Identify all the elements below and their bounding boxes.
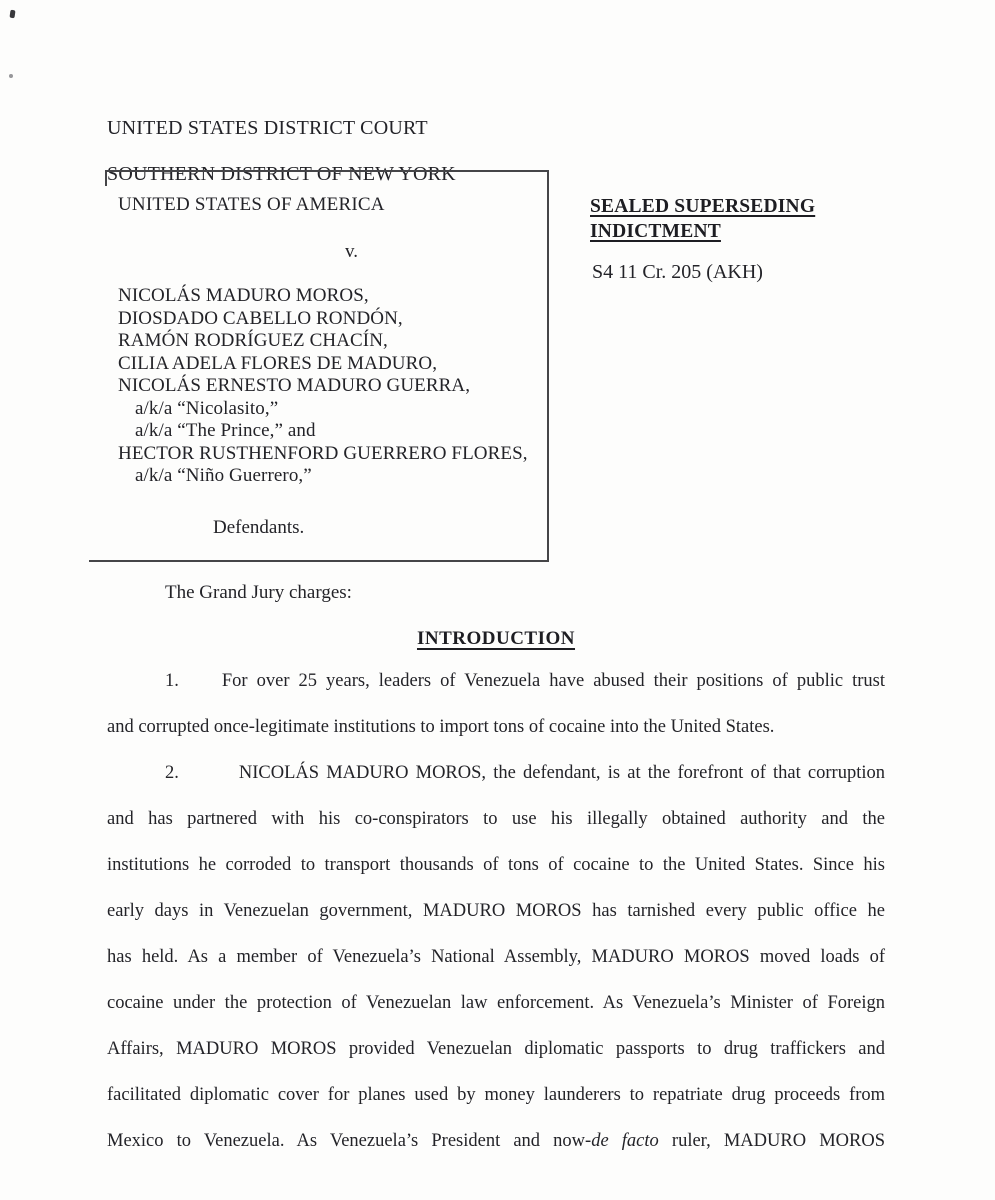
paragraph-number: 2. xyxy=(165,763,179,783)
scan-artifact-dot xyxy=(9,74,13,78)
court-name: UNITED STATES DISTRICT COURT xyxy=(107,117,428,139)
indictment-title-line: INDICTMENT xyxy=(590,221,721,242)
defendant-name: DIOSDADO CABELLO RONDÓN, xyxy=(118,307,403,329)
section-heading-introduction: INTRODUCTION xyxy=(416,628,576,649)
versus-abbreviation: v. xyxy=(345,241,359,262)
defendant-alias: a/k/a “Niño Guerrero,” xyxy=(135,465,312,486)
paragraph-line: and has partnered with his co-conspirators to use his illegally obtained authority and the xyxy=(107,809,885,829)
case-number: S4 11 Cr. 205 (AKH) xyxy=(592,261,763,283)
paragraph-text: ruler, MADURO MOROS xyxy=(658,1131,885,1151)
paragraph-line: and corrupted once-legitimate institutions to import tons of cocaine into the United States. xyxy=(107,717,775,737)
paragraph-line: cocaine under the protection of Venezuelan law enforcement. As Venezuela’s Minister of Foreign xyxy=(107,993,885,1013)
paragraph-text: NICOLÁS MADURO MOROS, the defendant, is at the forefront of that corruption xyxy=(238,763,885,783)
paragraph-1 xyxy=(107,658,885,750)
paragraph-line xyxy=(107,750,885,796)
caption-box-bottom-border-extension xyxy=(89,560,105,562)
defendant-name: RAMÓN RODRÍGUEZ CHACÍN, xyxy=(118,330,388,351)
paragraph-line: facilitated diplomatic cover for planes used by money launderers to repatriate drug proceeds from xyxy=(107,1085,885,1105)
paragraph-text: Mexico to Venezuela. As Venezuela’s President and now- xyxy=(107,1131,592,1151)
defendant-name: HECTOR RUSTHENFORD GUERRERO FLORES, xyxy=(118,442,528,464)
paragraph-line: has held. As a member of Venezuela’s National Assembly, MADURO MOROS moved loads of xyxy=(107,947,885,967)
paragraph-line: institutions he corroded to transport thousands of tons of cocaine to the United States. Since his xyxy=(107,855,885,875)
indictment-title xyxy=(590,194,815,244)
paragraph-text: For over 25 years, leaders of Venezuela have abused their positions of public trust xyxy=(221,671,885,691)
caption-box-left-border-stub xyxy=(105,172,107,186)
paragraph-line xyxy=(107,658,885,704)
case-caption-box xyxy=(105,170,549,562)
defendant-name: NICOLÁS ERNESTO MADURO GUERRA, xyxy=(118,375,471,396)
indictment-title-line: SEALED SUPERSEDING xyxy=(590,196,816,217)
paragraph-line: Affairs, MADURO MOROS provided Venezuelan diplomatic passports to drug traffickers and xyxy=(107,1039,885,1059)
defendant-list xyxy=(118,285,528,488)
scan-artifact-dot xyxy=(9,10,15,19)
defendant-alias: a/k/a “The Prince,” and xyxy=(135,420,316,441)
defendant-name: NICOLÁS MADURO MOROS, xyxy=(118,285,369,306)
paragraph-text-italic: de facto xyxy=(591,1131,659,1151)
grand-jury-charges-line: The Grand Jury charges: xyxy=(165,582,352,603)
plaintiff-name: UNITED STATES OF AMERICA xyxy=(118,194,385,215)
paragraph-line xyxy=(107,1118,885,1164)
paragraph-number: 1. xyxy=(165,671,179,691)
court-district: SOUTHERN DISTRICT OF NEW YORK xyxy=(107,163,456,185)
paragraph-line: early days in Venezuelan government, MADURO MOROS has tarnished every public office he xyxy=(107,901,885,921)
defendant-name: CILIA ADELA FLORES DE MADURO, xyxy=(118,352,438,374)
defendants-label: Defendants. xyxy=(213,517,305,538)
paragraph-2 xyxy=(107,750,885,1164)
defendant-alias: a/k/a “Nicolasito,” xyxy=(135,397,279,419)
